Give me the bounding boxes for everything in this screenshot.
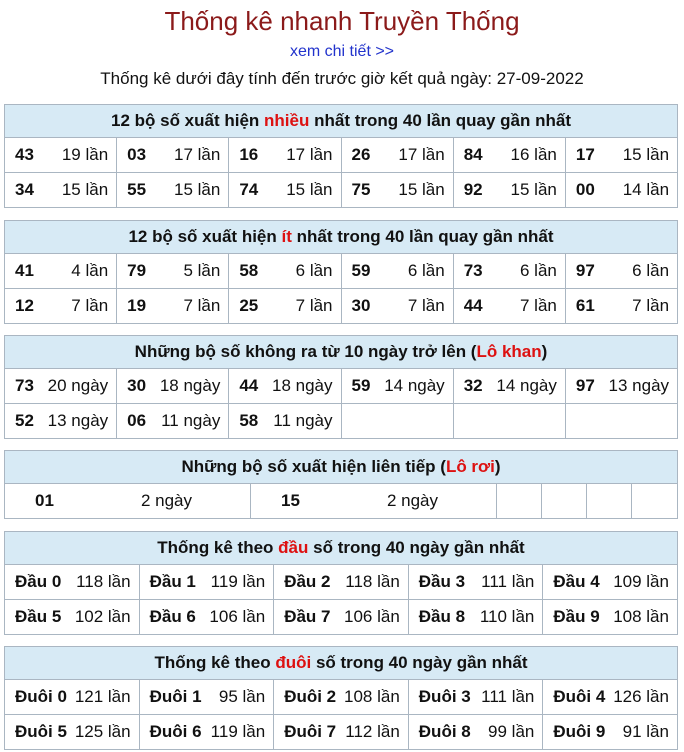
stat-cell [274,715,409,749]
stat-key: 92 [463,180,483,199]
stat-cell [5,565,140,599]
stat-key: Đuôi 9 [553,722,606,741]
stat-cell [566,404,677,438]
stat-key: 30 [351,296,371,315]
stat-value: 111 lần [481,687,535,706]
stat-key: 41 [15,261,34,280]
stat-value: 14 ngày [384,376,445,395]
stat-value: 7 lần [519,296,557,315]
stat-cell [409,565,544,599]
stat-key: 17 [575,145,595,164]
stat-value: 15 lần [174,180,221,199]
stat-value: 14 ngày [496,376,557,395]
stat-value: 5 lần [183,261,221,280]
stat-cell [342,254,454,288]
stat-key: 25 [239,296,259,315]
section-title-highlight: đuôi [275,653,312,672]
section-most-frequent [4,104,678,208]
stat-value: 19 lần [61,145,109,164]
section-title [5,105,677,138]
stat-value: 13 ngày [608,376,670,395]
stat-value: 2 ngày [140,491,192,510]
stat-cell [274,565,409,599]
stat-cell [5,600,140,634]
stat-cell [229,173,341,207]
stat-key: 43 [15,145,34,164]
stat-key: 59 [351,376,371,395]
stat-value: 7 lần [71,296,109,315]
stat-key: 79 [127,261,147,280]
stat-key: 16 [239,145,259,164]
stat-value: 7 lần [295,296,333,315]
table-row [5,254,677,288]
stat-key: Đầu 7 [284,607,331,626]
stat-value: 13 ngày [47,411,109,430]
stat-cell [5,289,117,323]
stat-value: 95 lần [218,687,266,706]
stat-cell [454,404,566,438]
table-row [5,288,677,323]
stat-value: 16 lần [510,145,557,164]
stat-cell [229,369,341,403]
stat-cell [566,289,677,323]
stat-value: 121 lần [74,687,131,706]
stat-cell [543,715,677,749]
stat-key: Đầu 1 [149,572,196,591]
stat-value: 6 lần [407,261,445,280]
stat-value: 18 ngày [159,376,221,395]
stat-value: 119 lần [210,722,266,741]
stat-value: 18 ngày [272,376,333,395]
stat-key: Đầu 9 [553,607,600,626]
stat-cell [251,484,497,518]
stat-value: 102 lần [74,607,131,626]
empty-cell [632,484,677,518]
stat-value: 17 lần [286,145,333,164]
stat-key: 30 [127,376,147,395]
stat-value: 99 lần [488,722,535,741]
stat-cell [5,484,251,518]
stat-cell [454,289,566,323]
section-title-text: Những bộ số xuất hiện liên tiếp ( [181,457,446,476]
stat-key: Đuôi 1 [149,687,202,706]
stat-value: 106 lần [344,607,400,626]
section-lo-khan [4,335,678,439]
section-title-highlight: Lô rơi [445,457,495,476]
section-title [5,647,677,680]
stat-key: 74 [239,180,259,199]
section-title [5,451,677,484]
stat-key: Đuôi 5 [15,722,67,741]
table-row [5,680,677,714]
page-header [0,0,684,90]
stat-key: 59 [351,261,371,280]
stat-cell [342,289,454,323]
section-title-highlight: Lô khan [476,342,542,361]
stat-value: 20 ngày [47,376,109,395]
section-dau-stats [4,531,678,635]
stat-key: Đuôi 3 [418,687,471,706]
section-title-text: Thống kê theo [157,538,279,557]
stat-value: 111 lần [481,572,535,591]
section-title-text: số trong 40 ngày gần nhất [311,653,528,672]
stat-value: 125 lần [74,722,131,741]
stat-value: 112 lần [345,722,400,741]
stat-value: 14 lần [622,180,670,199]
stat-value: 110 lần [479,607,535,626]
stat-cell [140,715,275,749]
section-title [5,336,677,369]
stat-value: 11 ngày [161,411,221,430]
stat-value: 2 ngày [386,491,438,510]
stat-cell [117,254,229,288]
stat-cell [140,600,275,634]
stat-cell [140,680,275,714]
stat-value: 106 lần [209,607,266,626]
stat-cell [342,173,454,207]
stat-key: 97 [575,376,595,395]
stat-key: 06 [127,411,147,430]
stat-cell [342,404,454,438]
stat-key: 26 [351,145,371,164]
table-row [5,172,677,207]
stat-value: 17 lần [174,145,221,164]
stat-value: 4 lần [71,261,109,280]
empty-cell [587,484,632,518]
stat-value: 108 lần [344,687,400,706]
table-row [5,565,677,599]
stat-key: 75 [351,180,371,199]
stat-value: 7 lần [183,296,221,315]
stat-key: 73 [15,376,34,395]
stat-key: Đầu 3 [418,572,466,591]
section-title [5,221,677,254]
stat-cell [342,138,454,172]
page-title: Thống kê nhanh Truyền Thống [164,6,520,36]
page-subtitle: Thống kê dưới đây tính đến trước giờ kết quả ngày: 27-09-2022 [100,69,584,88]
stat-value: 108 lần [613,607,669,626]
stat-cell [409,600,544,634]
section-title-text: Những bộ số không ra từ 10 ngày trở lên ( [134,342,477,361]
stat-key: 00 [575,180,595,199]
stat-key: 03 [127,145,147,164]
stat-cell [409,680,544,714]
stat-key: Đuôi 4 [553,687,606,706]
stat-value: 7 lần [407,296,445,315]
stat-cell [566,254,677,288]
stat-cell [5,173,117,207]
stat-key: 15 [281,491,300,510]
stat-key: Đuôi 6 [149,722,202,741]
stat-value: 118 lần [76,572,131,591]
section-title-text: ) [494,457,501,476]
stat-cell [117,173,229,207]
stat-cell [229,404,341,438]
section-lo-roi [4,450,678,519]
section-title-highlight: đầu [278,538,309,557]
stat-cell [342,369,454,403]
stat-cell [5,369,117,403]
stat-cell [5,715,140,749]
stat-value: 119 lần [210,572,266,591]
stat-key: 12 [15,296,34,315]
stat-key: 73 [463,261,483,280]
stat-value: 91 lần [622,722,669,741]
stat-key: 84 [463,145,483,164]
stat-value: 17 lần [398,145,445,164]
stat-value: 15 lần [510,180,557,199]
stat-cell [543,680,677,714]
stat-key: 44 [463,296,483,315]
stat-key: Đầu 5 [15,607,62,626]
stat-cell [566,173,677,207]
section-title-text: 12 bộ số xuất hiện [128,227,282,246]
stat-value: 6 lần [295,261,333,280]
stat-cell [274,600,409,634]
stat-cell [5,254,117,288]
stat-key: 58 [239,261,259,280]
stat-key: 55 [127,180,147,199]
stat-cell [229,138,341,172]
stat-value: 6 lần [519,261,557,280]
stat-cell [5,138,117,172]
stat-cell [454,254,566,288]
stat-cell [117,404,229,438]
stat-key: 97 [575,261,595,280]
table-row [5,403,677,438]
section-title [5,532,677,565]
stat-value: 6 lần [632,261,670,280]
stat-cell [543,600,677,634]
section-title-text: nhất trong 40 lần quay gần nhất [291,227,554,246]
section-title-text: ) [541,342,548,361]
stat-cell [117,289,229,323]
stat-key: Đầu 4 [553,572,600,591]
stat-key: Đuôi 2 [284,687,337,706]
section-title-text: nhất trong 40 lần quay gần nhất [309,111,572,130]
stat-value: 15 lần [286,180,333,199]
empty-cell [497,484,542,518]
stat-value: 126 lần [613,687,669,706]
stat-key: 19 [127,296,147,315]
stat-value: 7 lần [632,296,670,315]
table-row [5,138,677,172]
stat-cell [229,289,341,323]
stat-key: 34 [15,180,34,199]
section-title-text: số trong 40 ngày gần nhất [308,538,525,557]
stat-key: Đầu 6 [149,607,196,626]
stat-cell [543,565,677,599]
stat-cell [5,680,140,714]
stat-key: Đuôi 8 [418,722,471,741]
stat-cell [566,369,677,403]
stat-value: 15 lần [398,180,445,199]
stat-value: 109 lần [613,572,669,591]
stat-key: 44 [239,376,259,395]
stat-value: 15 lần [622,145,670,164]
stat-key: Đuôi 0 [15,687,67,706]
table-row [5,714,677,749]
stat-cell [566,138,677,172]
section-title-text: 12 bộ số xuất hiện [110,111,265,130]
stat-key: Đầu 2 [284,572,331,591]
section-title-highlight: nhiều [264,111,310,130]
stat-cell [409,715,544,749]
view-details-link[interactable]: xem chi tiết >> [289,43,395,60]
stat-key: 32 [463,376,483,395]
stat-cell [117,138,229,172]
stat-value: 118 lần [345,572,400,591]
stat-key: 58 [239,411,259,430]
stat-cell [454,173,566,207]
stat-key: 01 [35,491,54,510]
table-row [5,484,677,518]
stat-cell [117,369,229,403]
stat-key: Đầu 0 [15,572,62,591]
section-least-frequent [4,220,678,324]
stat-cell [140,565,275,599]
stat-key: Đầu 8 [418,607,466,626]
stat-value: 11 ngày [273,411,333,430]
section-title-highlight: ít [281,227,292,246]
stat-key: 61 [575,296,595,315]
empty-cell [542,484,587,518]
stat-cell [454,138,566,172]
stat-key: Đuôi 7 [284,722,337,741]
stat-cell [454,369,566,403]
stat-value: 15 lần [61,180,109,199]
stat-key: 52 [15,411,34,430]
table-row [5,599,677,634]
stat-cell [5,404,117,438]
stat-cell [229,254,341,288]
stat-cell [274,680,409,714]
section-duoi-stats [4,646,678,750]
section-title-text: Thống kê theo [154,653,276,672]
table-row [5,369,677,403]
